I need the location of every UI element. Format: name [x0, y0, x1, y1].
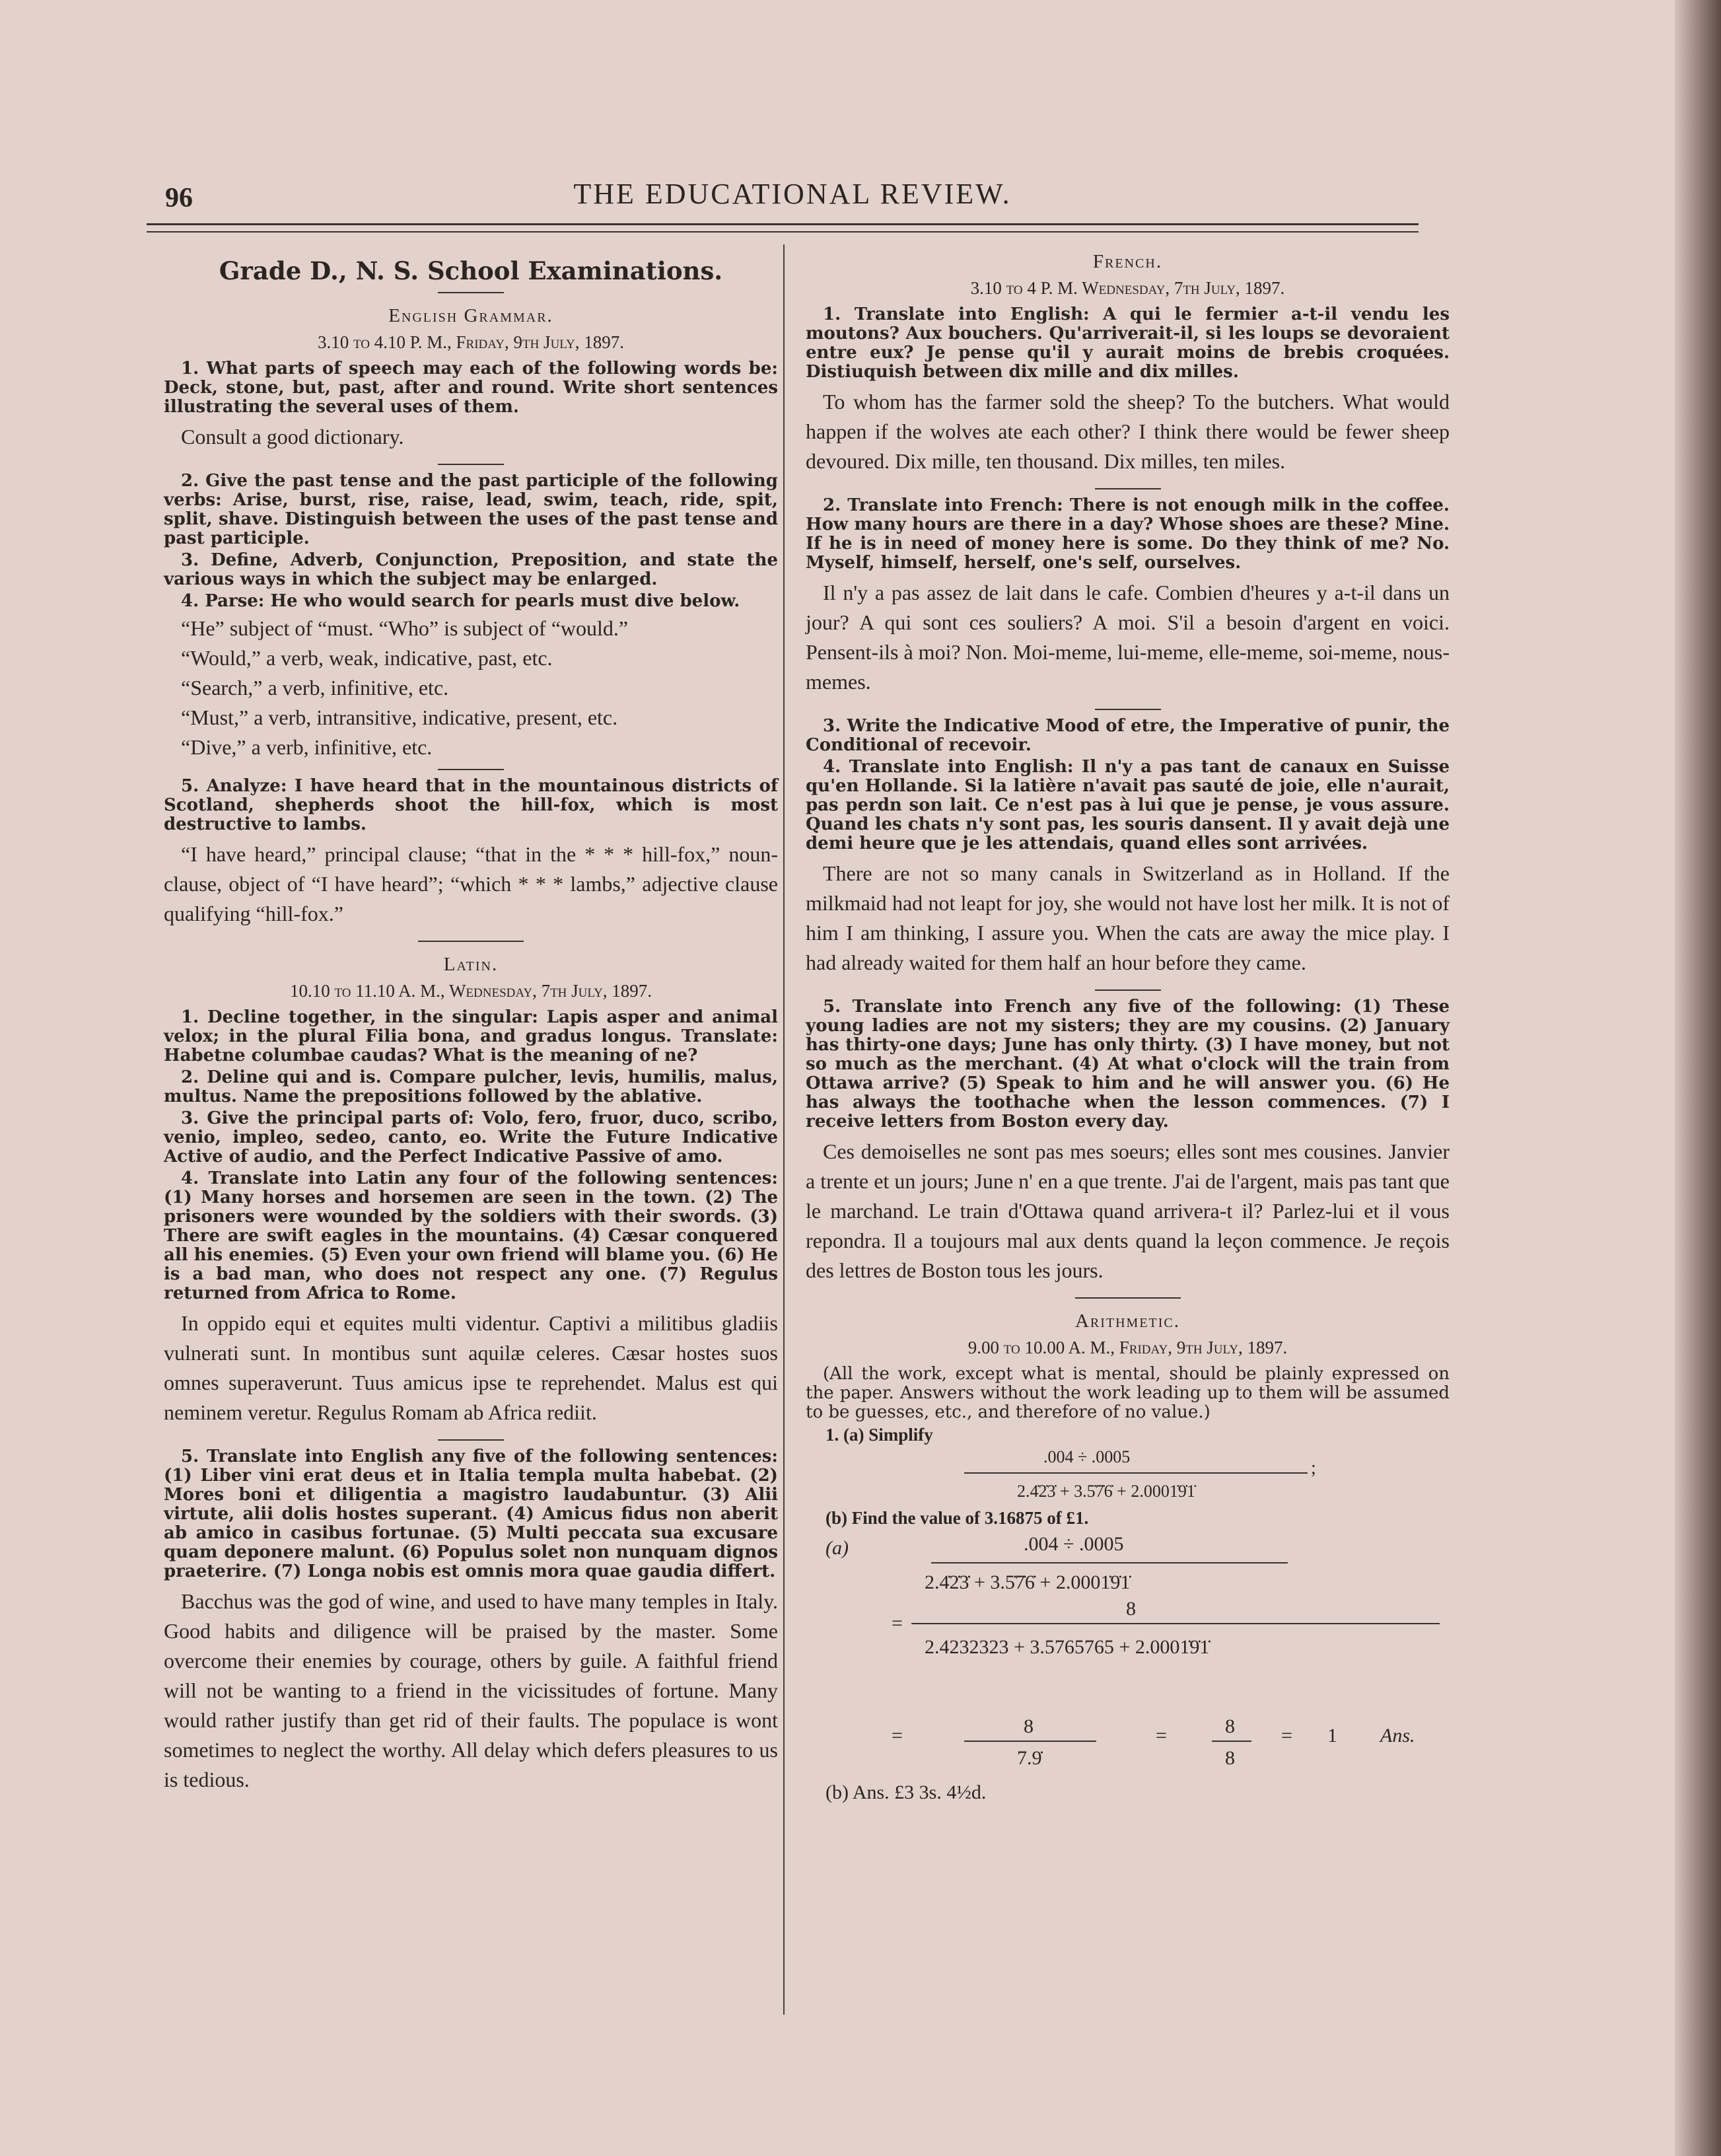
- answer-denominator-3: 7.9̇: [1017, 1747, 1042, 1769]
- answer-eight-1: 8: [1126, 1598, 1136, 1620]
- french-question-3: 3. Write the Indicative Mood of etre, the Imperative of punir, the Conditional of recevoir.: [806, 716, 1450, 755]
- grammar-question-5: 5. Analyze: I have heard that in the mountainous districts of Scotland, shepherds shoot the hill-fox, which is most destructive to lambs.: [164, 776, 778, 834]
- divider-rule: [1095, 989, 1161, 991]
- right-column: [806, 251, 1450, 1815]
- left-column: [164, 251, 778, 1807]
- running-head: [165, 177, 1420, 217]
- latin-answer-5: Bacchus was the god of wine, and used to have many temples in Italy. Good habits and diligence will be praised by the master. Some overcome their enemies by courage, others by guile. A faithful friend will not be wanting to a friend in the vicissitudes of fortune. Many would rather justify than get rid of their faults. The populace is wont sometimes to neglect the worthy. All delay which defers pleasures to us is tedious.: [164, 1589, 778, 1791]
- latin-question-2: 2. Deline qui and is. Compare pulcher, levis, humilis, malus, multus. Name the prepositions followed by the ablative.: [164, 1067, 778, 1106]
- answer-eight-2: 8: [1024, 1715, 1034, 1737]
- header-rule: [147, 223, 1419, 225]
- french-time: 3.10 to 4 P. M. Wednesday, 7th July, 1897.: [970, 278, 1285, 298]
- parse-line: “Must,” a verb, intransitive, indicative, present, etc.: [181, 705, 618, 729]
- equals-sign: =: [892, 1725, 903, 1746]
- header-rule-secondary: [147, 231, 1419, 233]
- grammar-question-2: 2. Give the past tense and the past participle of the following verbs: Arise, burst, rise, raise, lead, swim, teach, ride, spit, split, shave. Distinguish between the uses of the past tense and past participle.: [164, 471, 778, 548]
- grammar-answer-5: “I have heard,” principal clause; “that in the * * * hill-fox,” noun-clause, object of “I have heard”; “which * * * lambs,” adjective clause qualifying “hill-fox.”: [164, 842, 778, 925]
- latin-time: 10.10 to 11.10 A. M., Wednesday, 7th July, 1897.: [289, 981, 652, 1001]
- parse-line: “Dive,” a verb, infinitive, etc.: [181, 735, 433, 759]
- book-spine-shadow: [1675, 0, 1721, 2156]
- latin-question-4: 4. Translate into Latin any four of the following sentences: (1) Many horses and horsemen are seen in the town. (2) The prisoners were wounded by the soldiers with their swords. (3) There are swift eagles in the mountains. (4) Cæsar conquered all his enemies. (5) Even your own friend will blame you. (6) He is a bad man, who does not respect any one. (7) Regulus returned from Africa to Rome.: [164, 1168, 778, 1303]
- french-answer-1: To whom has the farmer sold the sheep? To the butchers. What would happen if the wolves ate each other? I think there would be fewer sheep devoured. Dix mille, ten thousand. Dix milles, ten miles.: [806, 390, 1450, 473]
- fraction-bar: [964, 1741, 1096, 1742]
- q1a-denominator: 2.4̇2̇3̇ + 3.5̇7̇6̇ + 2.0001̇9̇1̇: [1017, 1482, 1195, 1501]
- equals-sign: =: [1156, 1725, 1167, 1746]
- equals-sign: =: [1281, 1725, 1292, 1746]
- arithmetic-time: 9.00 to 10.00 A. M., Friday, 9th July, 1897.: [967, 1338, 1288, 1357]
- arithmetic-working: [806, 1425, 1450, 1715]
- arithmetic-heading: Arithmetic.: [1074, 1311, 1181, 1332]
- french-question-4: 4. Translate into English: Il n'y a pas tant de canaux en Suisse qu'en Hollande. Si la latière n'avait pas sauté de joie, elle n'aurait, pas perdn son lait. Ce n'est pas à lui que je pense, je vous assure. Quand les chats n'y sont pas, les souris dansent. Il y avait dejà une demi heure que je les attendais, quand elles sont arrivées.: [806, 757, 1450, 853]
- grammar-question-4: 4. Parse: He who would search for pearls must dive below.: [181, 591, 740, 611]
- answer-eight-3: 8: [1225, 1715, 1235, 1737]
- answer-one: 1: [1327, 1725, 1337, 1746]
- grammar-answer-1: Consult a good dictionary.: [181, 425, 404, 449]
- latin-question-5: 5. Translate into English any five of the following sentences: (1) Liber vini erat deus et in Italia templa multa habebat. (2) Mores boni et diligentia a magistro laudabuntur. (3) Alii virtute, alii dolis hostes superant. (4) Amicus fidus non aberit ab amico in casibus fortunae. (5) Multi peccata sua excusare quam deponere malunt. (6) Populus solet non nunquam dignos praeterire. (7) Longa nobis est omnis mora quae gaudia differt.: [164, 1447, 778, 1581]
- answer-label: Ans.: [1380, 1725, 1415, 1746]
- parse-line: “He” subject of “must. “Who” is subject of “would.”: [181, 616, 629, 640]
- arithmetic-question-1b: (b) Find the value of 3.16875 of £1.: [825, 1508, 1089, 1528]
- grammar-question-3: 3. Define, Adverb, Conjunction, Preposition, and state the various ways in which the subject may be enlarged.: [164, 550, 778, 589]
- grammar-answer-4: [164, 614, 778, 762]
- arithmetic-note: (All the work, except what is mental, should be plainly expressed on the paper. Answers without the work leading up to them will be assumed to be guesses, etc., and therefore of no value.): [806, 1364, 1450, 1422]
- title-rule: [438, 292, 504, 293]
- divider-rule: [1095, 709, 1161, 710]
- exam-title: Grade D., N. S. School Examinations.: [219, 256, 723, 285]
- answer-a-label: (a): [825, 1537, 849, 1559]
- latin-question-1: 1. Decline together, in the singular: Lapis asper and animal velox; in the plural Filia bona, and gradus longus. Translate: Habetne columbae caudas? What is the meaning of ne?: [164, 1007, 778, 1065]
- q1a-numerator: .004 ÷ .0005: [1043, 1447, 1131, 1466]
- fraction-bar: [964, 1472, 1308, 1474]
- journal-title: THE EDUCATIONAL REVIEW.: [573, 178, 1012, 210]
- french-answer-2: Il n'y a pas assez de lait dans le cafe. Combien d'heures y a-t-il dans un jour? A qui sont ces souliers? A moi. S'il a besoin d'argent en voici. Pensent-ils à moi? Non. Moi-meme, lui-meme, elle-meme, soi-meme, nous-memes.: [806, 581, 1450, 694]
- french-question-5: 5. Translate into French any five of the following: (1) These young ladies are not my sisters; they are my cousins. (2) January has thirty-one days; June has only thirty. (3) I have money, but not so much as the merchant. (4) At what o'clock will the train from Ottawa arrive? (5) Speak to him and he will answer you. (6) He has always the toothache when the lesson commences. (7) I receive letters from Boston every day.: [806, 997, 1450, 1132]
- page-number: 96: [165, 183, 193, 213]
- section-rule: [1075, 1297, 1181, 1299]
- arithmetic-working-final: [806, 1715, 1450, 1815]
- divider-rule: [438, 769, 504, 770]
- answer-b: (b) Ans. £3 3s. 4½d.: [825, 1781, 987, 1803]
- divider-rule: [1095, 488, 1161, 489]
- arithmetic-question-1a: 1. (a) Simplify: [825, 1425, 933, 1445]
- answer-numerator: .004 ÷ .0005: [1024, 1533, 1124, 1555]
- french-question-1: 1. Translate into English: A qui le fermier a-t-il vendu les moutons? Aux bouchers. Qu'arriverait-il, si les loups se devoraient entre eux? Je pense qu'il y aurait moins de brebis croquées. Distiuquish between dix mille and dix milles.: [806, 305, 1450, 382]
- french-question-2: 2. Translate into French: There is not enough milk in the coffee. How many hours are there in a day? Whose shoes are these? Mine. If he is in need of money here is some. Do they think of me? No. Myself, himself, herself, one's self, ourselves.: [806, 495, 1450, 573]
- fraction-bar: [911, 1623, 1440, 1624]
- parse-line: “Would,” a verb, weak, indicative, past, etc.: [181, 646, 553, 670]
- french-answer-4: There are not so many canals in Switzerland as in Holland. If the milkmaid had not leapt for joy, she would not have lost her milk. It is not of him I am thinking, I assure you. When the cats are away the mice play. I had already waited for them half an hour before they came.: [806, 861, 1450, 974]
- english-grammar-heading: English Grammar.: [388, 305, 553, 326]
- latin-answer-4: In oppido equi et equites multi videntur. Captivi a militibus gladiis vulnerati sunt. In montibus sunt aquilæ celeres. Cæsar hostes suos omnes superaverunt. Tuus amicus ipse te reprehendet. Malus est qui neminem veretur. Regulus Romam ab Africa rediit.: [164, 1311, 778, 1424]
- fraction-bar: [931, 1562, 1288, 1563]
- divider-rule: [438, 1439, 504, 1441]
- latin-heading: Latin.: [443, 954, 499, 975]
- q1a-semicolon: ;: [1311, 1458, 1316, 1478]
- answer-denominator-2: 2.4232323 + 3.5765765 + 2.0001̇9̇1̇: [925, 1636, 1210, 1658]
- answer-denominator-1: 2.4̇2̇3̇ + 3.5̇7̇6̇ + 2.0001̇9̇1̇: [925, 1571, 1131, 1593]
- column-divider: [783, 244, 785, 2015]
- english-grammar-time: 3.10 to 4.10 P. M., Friday, 9th July, 1897.: [318, 332, 624, 352]
- answer-eight-4: 8: [1225, 1747, 1235, 1769]
- parse-line: “Search,” a verb, infinitive, etc.: [181, 676, 449, 700]
- equals-sign: =: [892, 1612, 903, 1634]
- french-answer-5: Ces demoiselles ne sont pas mes soeurs; elles sont mes cousines. Janvier a trente et un jours; June n' en a que trente. J'ai de l'argent, mais pas tant que le marchand. Le train d'Ottawa quand arrivera-t il? Parlez-lui et il vous repondra. Il a toujours mal aux dents quand la leçon commence. Je reçois des lettres de Boston tous les jours.: [806, 1139, 1450, 1282]
- fraction-bar: [1212, 1741, 1251, 1742]
- divider-rule: [438, 464, 504, 465]
- grammar-question-1: 1. What parts of speech may each of the following words be: Deck, stone, but, past, after and round. Write short sentences illustrating the several uses of them.: [164, 359, 778, 417]
- french-heading: French.: [1092, 251, 1163, 272]
- latin-question-3: 3. Give the principal parts of: Volo, fero, fruor, duco, scribo, venio, impleo, sedeo, canto, eo. Write the Future Indicative Active of audio, and the Perfect Indicative Passive of amo.: [164, 1108, 778, 1167]
- section-rule: [418, 941, 524, 942]
